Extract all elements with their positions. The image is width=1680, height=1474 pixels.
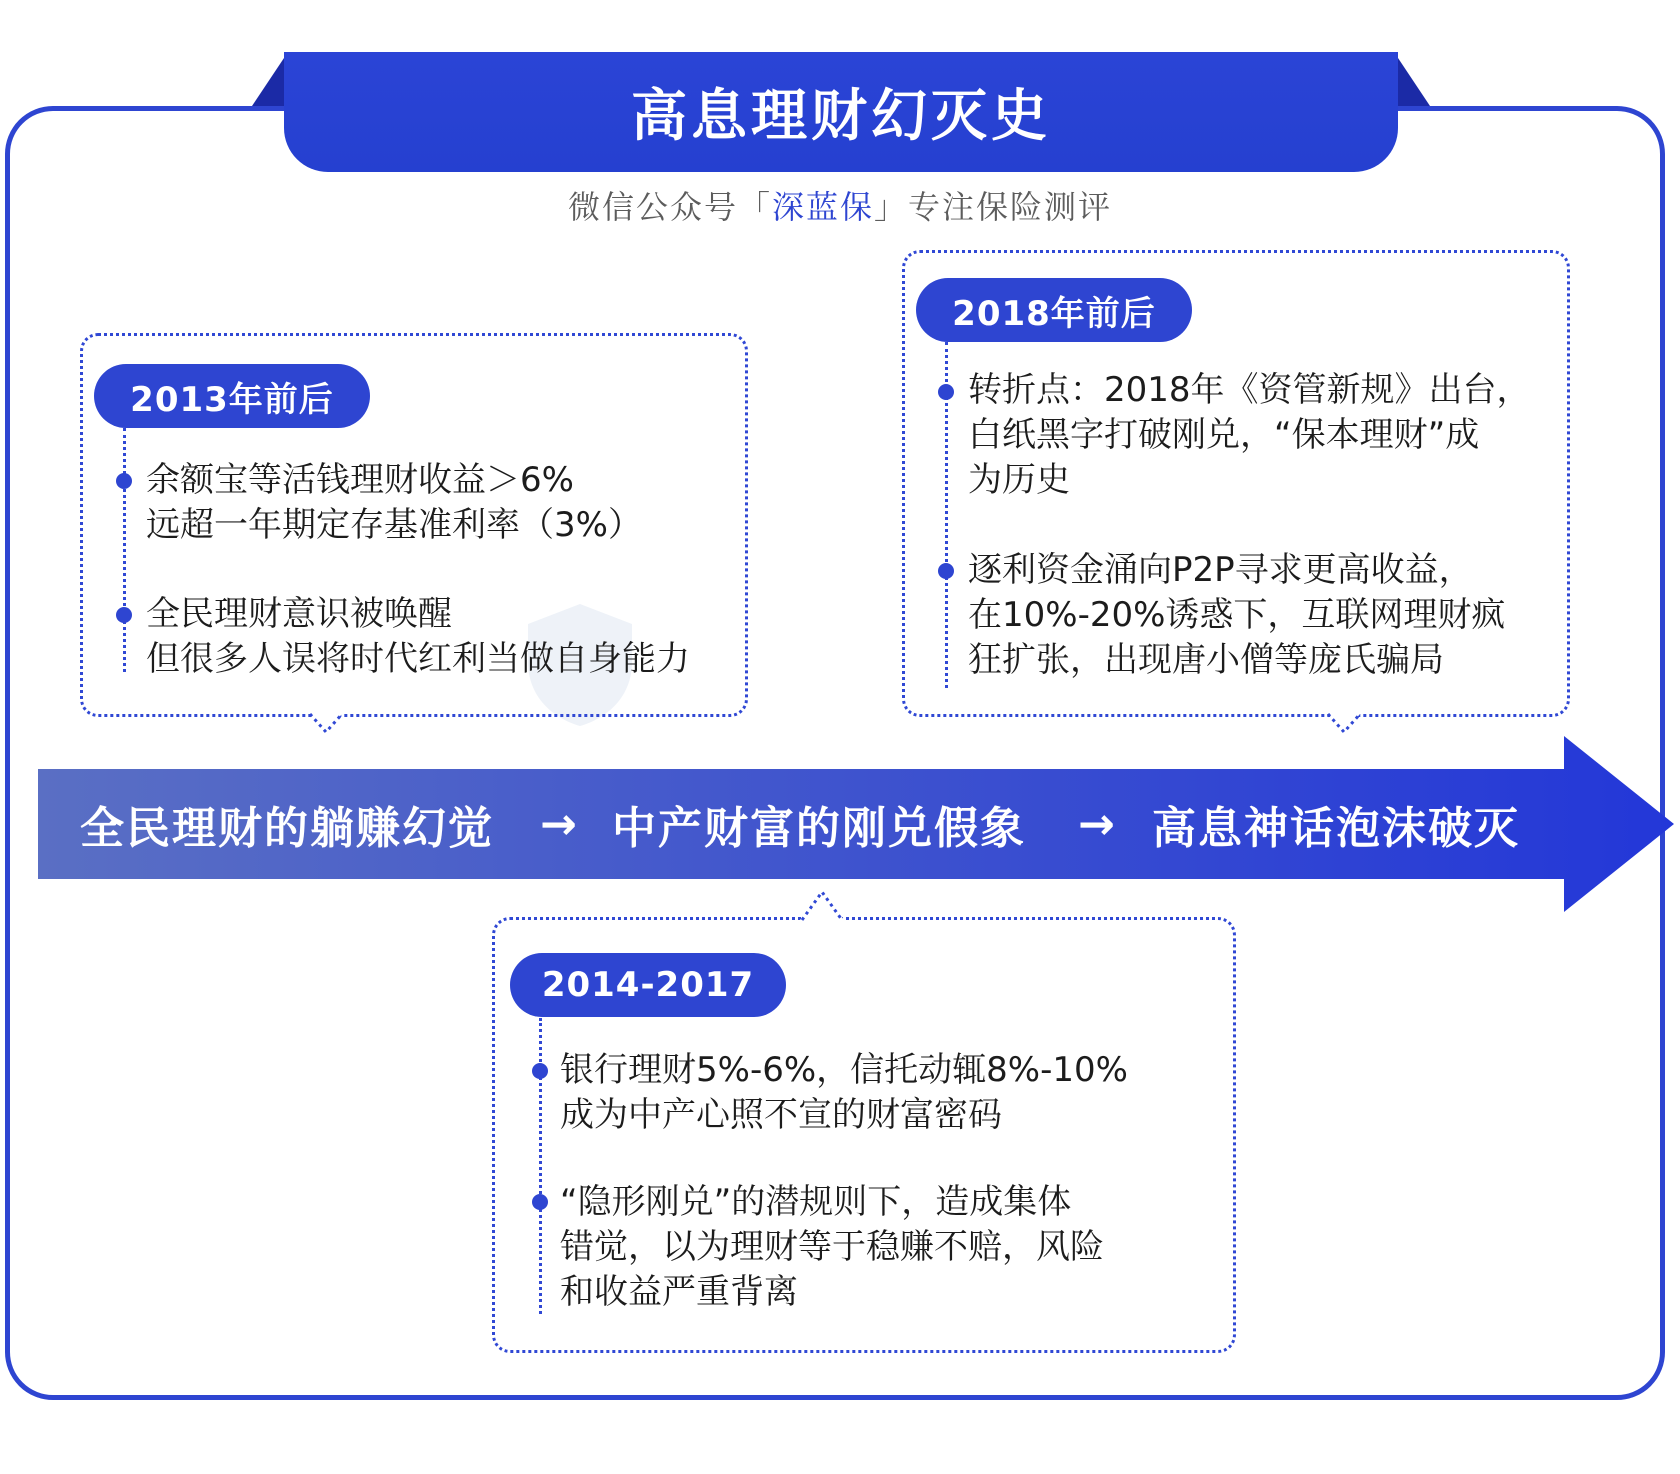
text-line: 和收益严重背离: [560, 1272, 798, 1312]
period-label-2014-2017: 2014-2017: [510, 953, 786, 1017]
banner-wing-left: [252, 52, 288, 106]
subtitle-suffix: 」专注保险测评: [874, 188, 1113, 226]
flow-stage-2: 中产财富的刚兑假象: [612, 803, 1026, 854]
subtitle: [0, 182, 1680, 228]
text-line: 狂扩张，出现唐小僧等庞氏骗局: [968, 640, 1444, 680]
text-line: “隐形刚兑”的潜规则下，造成集体: [560, 1182, 1072, 1222]
period-2018-point-2: [968, 548, 1505, 683]
bullet-dot: [116, 473, 132, 489]
page-title: 高息理财幻灭史: [631, 84, 1051, 149]
text-line: 转折点：2018年《资管新规》出台，: [968, 370, 1531, 410]
text-line: 远超一年期定存基准利率（3%）: [146, 505, 642, 545]
period-2014-2017-point-1: [560, 1048, 1128, 1138]
flow-stage-1: 全民理财的躺赚幻觉: [80, 803, 494, 854]
card-2018-pointer: [1326, 712, 1362, 736]
period-2018-point-1: [968, 368, 1531, 503]
period-label-2013: 2013年前后: [94, 364, 370, 428]
banner-body: [284, 52, 1398, 172]
text-line: 银行理财5%-6%，信托动辄8%-10%: [560, 1050, 1128, 1090]
period-2014-2017-point-2: [560, 1180, 1104, 1315]
bullet-dot: [532, 1063, 548, 1079]
card-2014-2017-pointer: [800, 888, 844, 922]
text-line: 余额宝等活钱理财收益＞6%: [146, 460, 574, 500]
bullet-dot: [938, 384, 954, 400]
period-2013-point-1: [146, 458, 642, 548]
flow-stage-3: 高息神话泡沫破灭: [1152, 803, 1520, 854]
card-2013-pointer: [308, 712, 344, 736]
text-line: 错觉，以为理财等于稳赚不赔，风险: [560, 1227, 1104, 1267]
flow-arrow-icon: →: [1078, 798, 1115, 850]
subtitle-brand: 深蓝保: [771, 188, 874, 226]
text-line: 成为中产心照不宣的财富密码: [560, 1095, 1002, 1135]
flow-arrow-icon: →: [540, 798, 577, 850]
period-label-2018: 2018年前后: [916, 278, 1192, 342]
text-line: 为历史: [968, 460, 1070, 500]
bullet-dot: [532, 1194, 548, 1210]
card-2013-timeline: [123, 428, 126, 672]
subtitle-prefix: 微信公众号「: [567, 188, 772, 226]
text-line: 全民理财意识被唤醒: [146, 594, 452, 634]
period-2013-point-2: [146, 592, 690, 682]
text-line: 但很多人误将时代红利当做自身能力: [146, 639, 690, 679]
text-line: 在10%-20%诱惑下，互联网理财疯: [968, 595, 1506, 635]
text-line: 白纸黑字打破刚兑，“保本理财”成: [968, 415, 1480, 455]
text-line: 逐利资金涌向P2P寻求更高收益，: [968, 550, 1473, 590]
title-banner: [252, 52, 1430, 172]
banner-wing-right: [1394, 52, 1430, 106]
bullet-dot: [938, 563, 954, 579]
bullet-dot: [116, 607, 132, 623]
